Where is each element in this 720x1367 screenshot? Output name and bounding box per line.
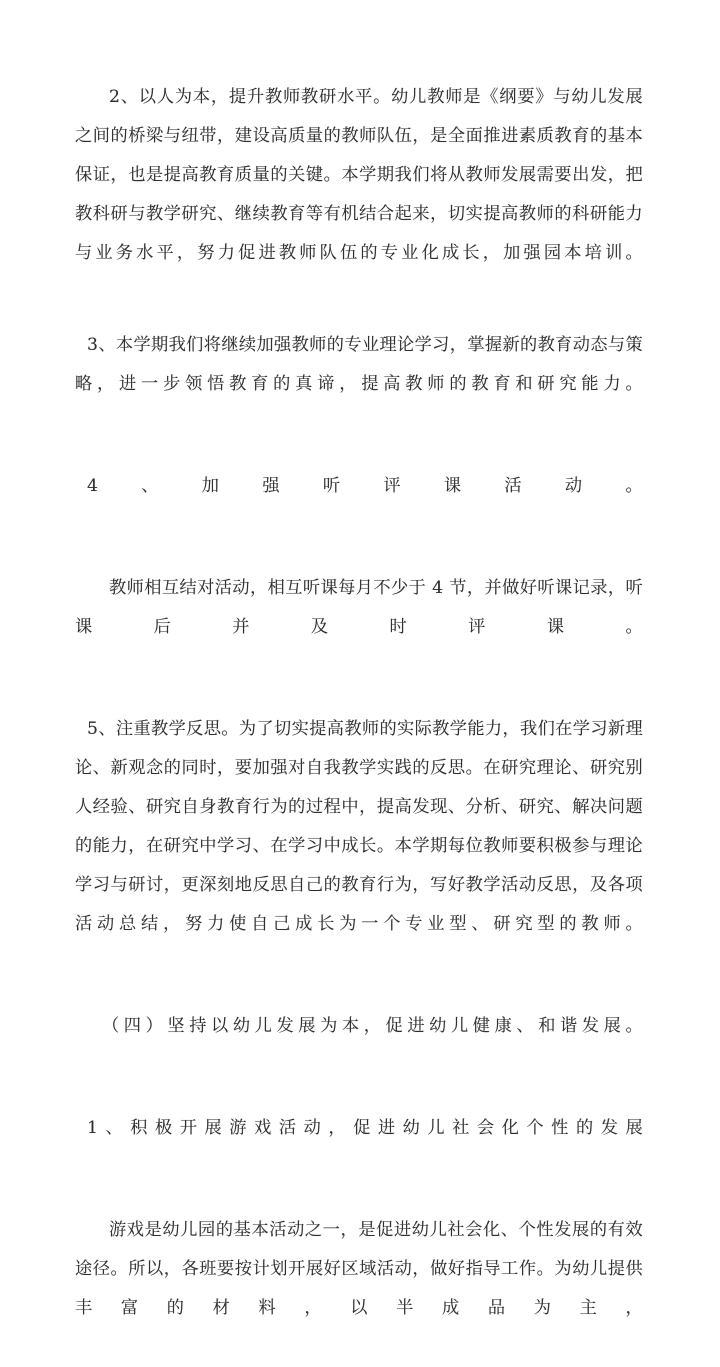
paragraph-section-four: （四）坚持以幼儿发展为本，促进幼儿健康、和谐发展。 [102,1016,643,1036]
paragraph-item-3: 3、本学期我们将继续加强教师的专业理论学习，掌握新的教育动态与策略，进一步领悟教育的真谛，提高教师的教育和研究能力。 [75,335,643,394]
paragraph-item-4-detail: 教师相互结对活动，相互听课每月不少于 4 节，并做好听课记录，听课后并及时评课。 [75,578,643,637]
paragraph-item-5: 5、注重教学反思。为了切实提高教师的实际教学能力，我们在学习新理论、新观念的同时，要加强对自我教学实践的反思。在研究理论、研究别人经验、研究自身教育行为的过程中，提高发现、分析、研究、解决问题的能力，在研究中学习、在学习中成长。本学期每位教师要积极参与理论学习与研讨，更深刻地反思自己的教育行为，写好教学活动反思，及各项活动总结，努力使自己成长为一个专业型、研究型的教师。 [75,719,643,934]
paragraph-item-2: 2、以人为本，提升教师教研水平。幼儿教师是《纲要》与幼儿发展之间的桥梁与纽带，建设高质量的教师队伍，是全面推进素质教育的基本保证，也是提高教育质量的关键。本学期我们将从教师发展需要出发，把教科研与教学研究、继续教育等有机结合起来，切实提高教师的科研能力与业务水平，努力促进教师队伍的专业化成长，加强园本培训。 [75,87,643,263]
paragraph-sub-item-1-detail: 游戏是幼儿园的基本活动之一，是促进幼儿社会化、个性发展的有效途径。所以，各班要按计划开展好区域活动，做好指导工作。为幼儿提供丰富的材料，以半成品为主， [75,1220,643,1318]
paragraph-item-4: 4、加强听评课活动。 [87,476,643,496]
document-body [75,78,643,1367]
paragraph-sub-item-1: 1、积极开展游戏活动，促进幼儿社会化个性的发展 [87,1118,643,1138]
